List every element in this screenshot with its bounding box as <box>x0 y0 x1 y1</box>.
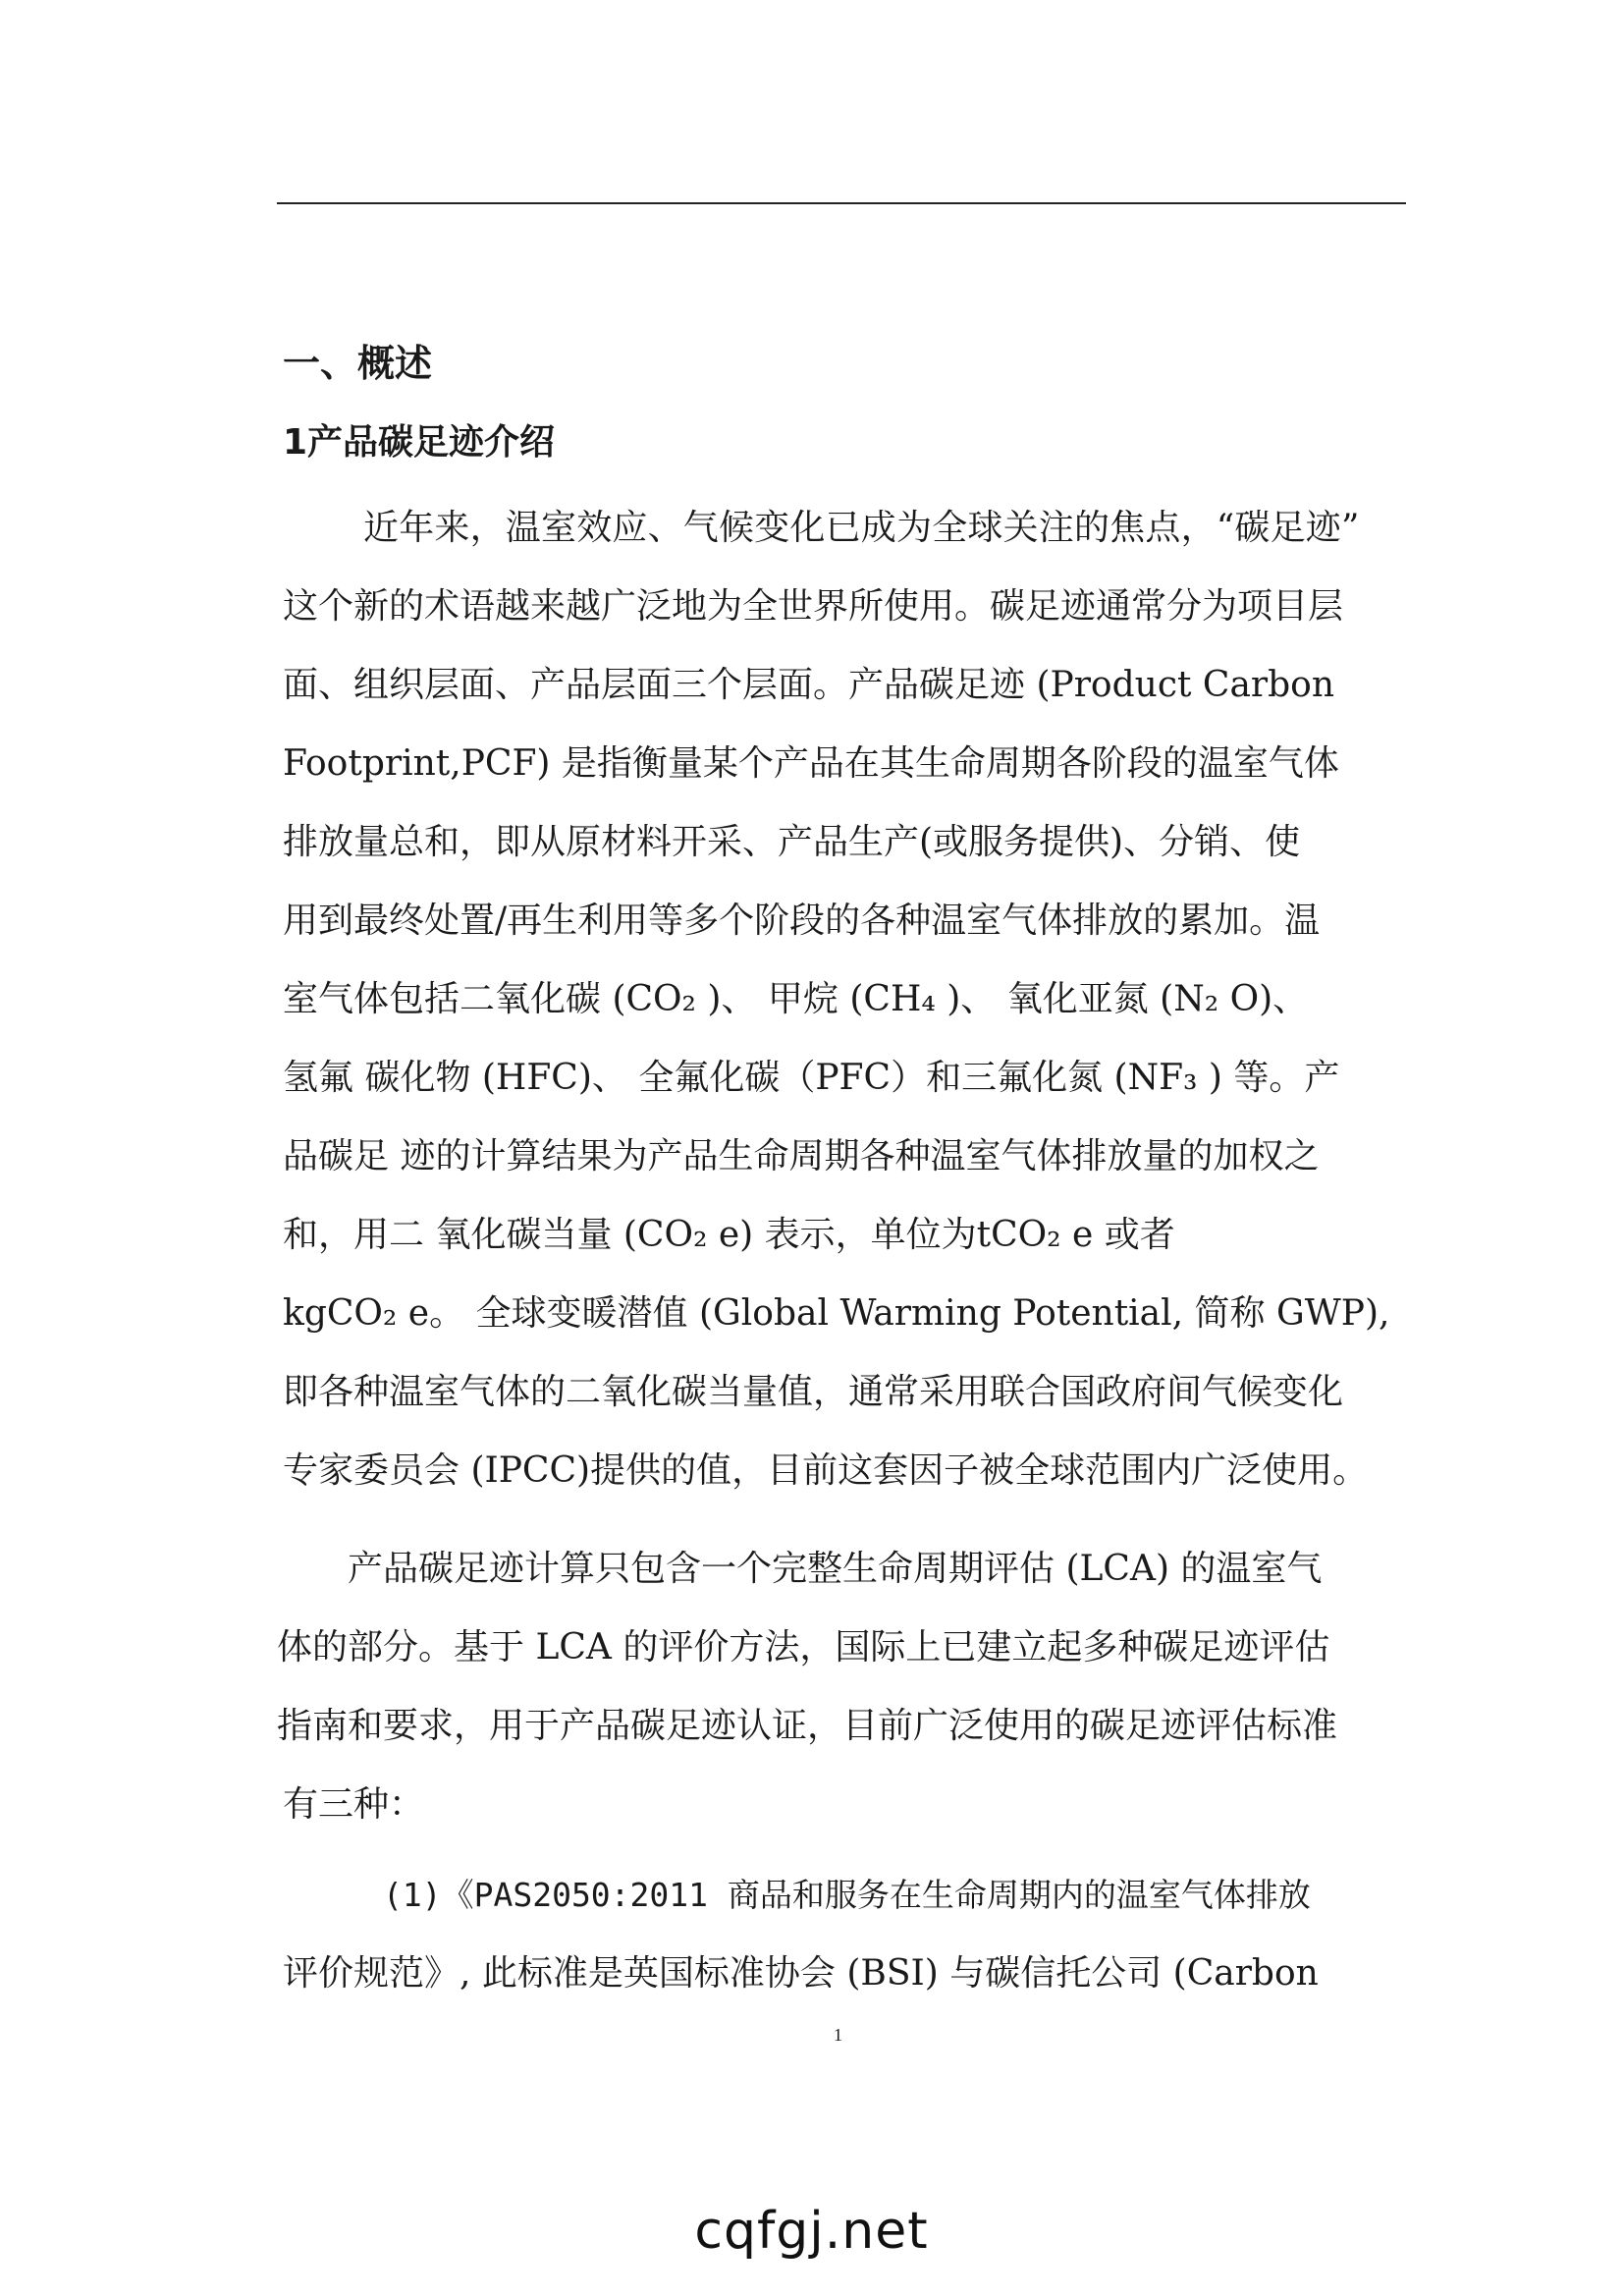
paragraph1-line: 室气体包括二氧化碳 (CO₂ )、 甲烷 (CH₄ )、 氧化亚氮 (N₂ O)、 <box>283 979 1309 1019</box>
site-watermark: cqfgj.net <box>694 2202 929 2261</box>
paragraph1-line: Footprint,PCF) 是指衡量某个产品在其生命周期各阶段的温室气体 <box>283 743 1339 784</box>
paragraph2-line: 产品碳足迹计算只包含一个完整生命周期评估 (LCA) 的温室气 <box>348 1549 1323 1589</box>
paragraph1-line: 这个新的术语越来越广泛地为全世界所使用。碳足迹通常分为项目层 <box>283 586 1344 627</box>
paragraph1-line: 氢氟 碳化物 (HFC)、 全氟化碳（PFC）和三氟化氮 (NF₃ ) 等。产 <box>283 1058 1340 1098</box>
paragraph1-line: 近年来，温室效应、气候变化已成为全球关注的焦点，“碳足迹” <box>363 508 1360 548</box>
paragraph3-line: (1)《PAS2050:2011 商品和服务在生命周期内的温室气体排放 <box>383 1876 1311 1914</box>
paragraph1-line: 品碳足 迹的计算结果为产品生命周期各种温室气体排放量的加权之 <box>283 1136 1320 1176</box>
header-rule <box>277 202 1406 204</box>
paragraph1-line: 专家委员会 (IPCC)提供的值，目前这套因子被全球范围内广泛使用。 <box>283 1450 1369 1491</box>
subsection-title: 1产品碳足迹介绍 <box>283 422 556 463</box>
paragraph1-line: 面、组织层面、产品层面三个层面。产品碳足迹 (Product Carbon <box>283 665 1335 705</box>
paragraph1-line: 排放量总和，即从原材料开采、产品生产(或服务提供)、分销、使 <box>283 822 1301 862</box>
paragraph1-line: kgCO₂ e。 全球变暖潜值 (Global Warming Potential, 简称 GWP), <box>283 1293 1390 1334</box>
section-title: 一、概述 <box>283 342 433 385</box>
paragraph1-line: 即各种温室气体的二氧化碳当量值，通常采用联合国政府间气候变化 <box>283 1372 1344 1412</box>
paragraph2-line: 有三种： <box>283 1784 425 1825</box>
paragraph2-line: 体的部分。基于 LCA 的评价方法，国际上已建立起多种碳足迹评估 <box>277 1627 1330 1667</box>
paragraph3-line: 评价规范》, 此标准是英国标准协会 (BSI) 与碳信托公司 (Carbon <box>283 1953 1319 1994</box>
paragraph1-line: 用到最终处置/再生利用等多个阶段的各种温室气体排放的累加。温 <box>283 901 1321 941</box>
paragraph1-line: 和，用二 氧化碳当量 (CO₂ e) 表示，单位为tCO₂ e 或者 <box>283 1215 1175 1255</box>
paragraph2-line: 指南和要求，用于产品碳足迹认证，目前广泛使用的碳足迹评估标准 <box>277 1706 1338 1746</box>
page-number: 1 <box>834 2025 842 2045</box>
